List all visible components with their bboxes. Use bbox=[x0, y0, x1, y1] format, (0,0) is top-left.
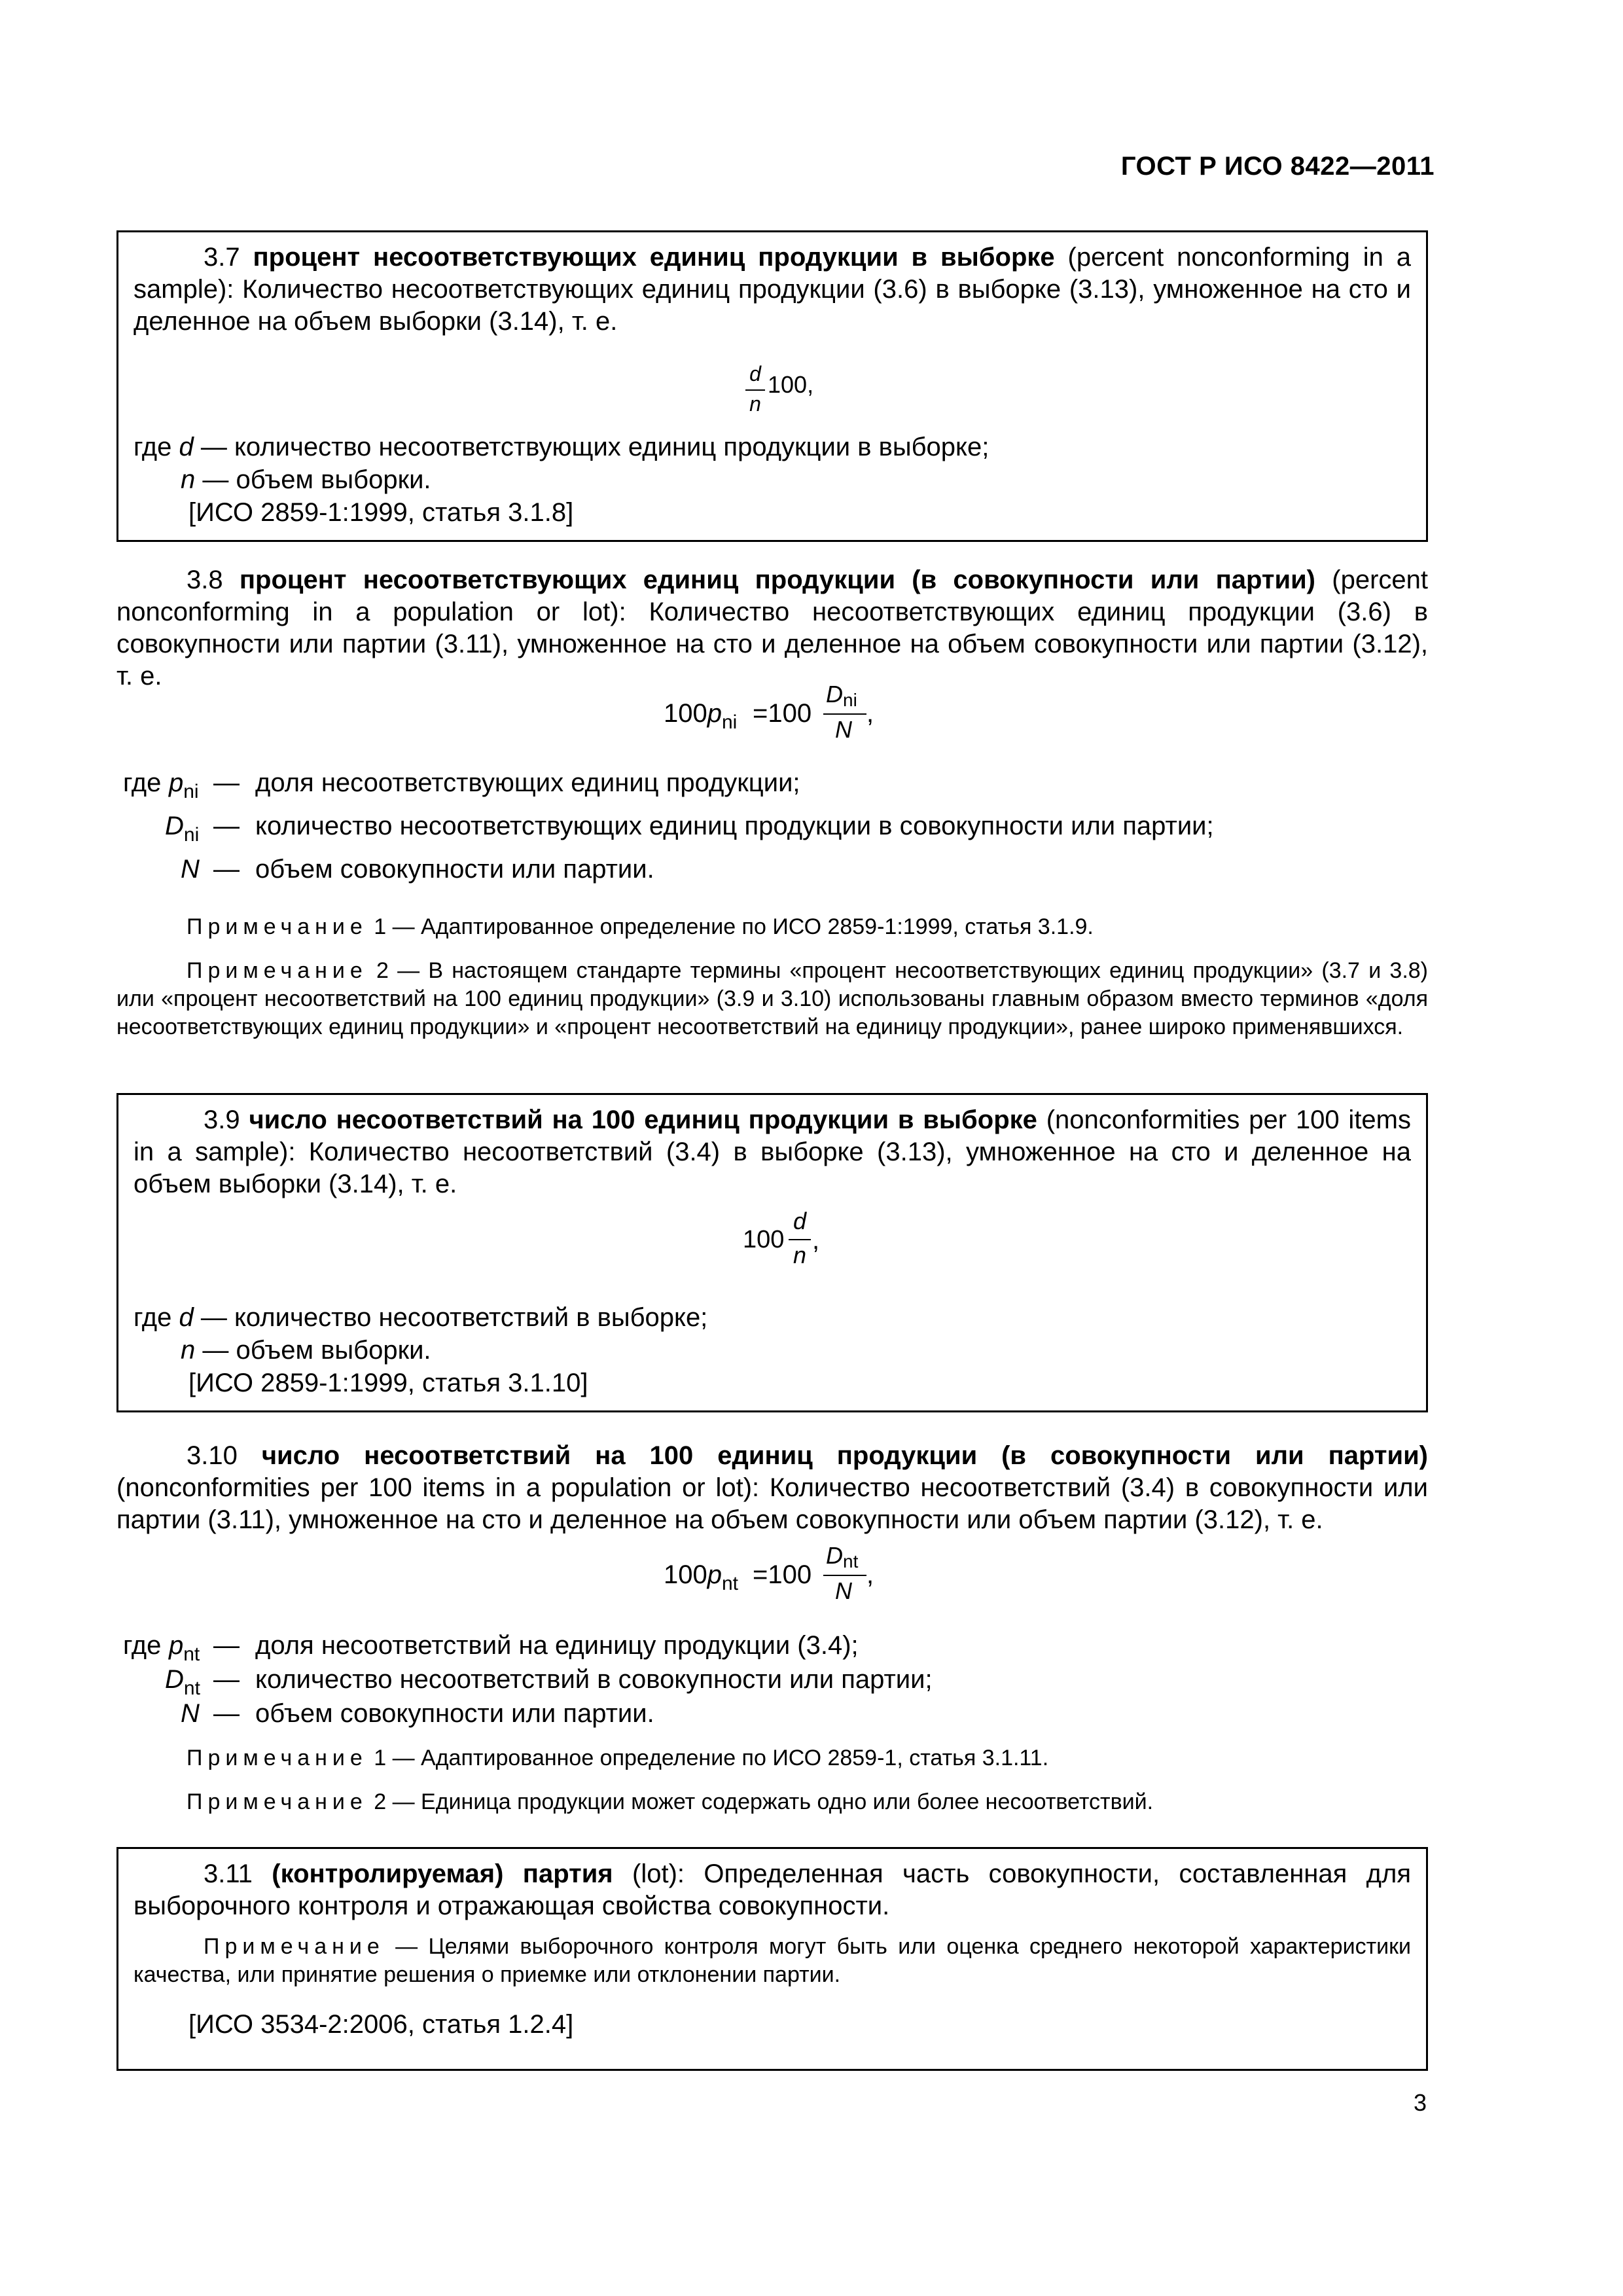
legend-where: где bbox=[123, 1631, 162, 1660]
page-number: 3 bbox=[1413, 2089, 1427, 2116]
legend-n: n — объем выборки. bbox=[181, 1336, 431, 1365]
standard-header: ГОСТ Р ИСО 8422—2011 bbox=[1120, 152, 1435, 181]
definition-3-7-text bbox=[134, 242, 1411, 338]
clause-number: 3.10 bbox=[187, 1441, 238, 1470]
definition-box-3-11 bbox=[116, 1847, 1428, 2071]
clause-number: 3.7 bbox=[204, 243, 240, 272]
legend-n: n — объем выборки. bbox=[181, 465, 431, 494]
source-reference: [ИСО 3534-2:2006, статья 1.2.4] bbox=[188, 2010, 574, 2039]
definition-3-11-text bbox=[134, 1858, 1411, 1922]
formula-tail: 100, bbox=[768, 371, 814, 398]
term: (контролируемая) партия bbox=[272, 1859, 613, 1888]
definition-3-8-text bbox=[116, 564, 1428, 692]
fraction-bar bbox=[745, 389, 765, 391]
note-3-8-1: Примечание 1 — Адаптированное определение по ИСО 2859-1:1999, статья 3.1.9. bbox=[187, 914, 1094, 939]
formula-numerator: d bbox=[793, 1208, 807, 1234]
note-3-10-2: Примечание 2 — Единица продукции может содержать одно или более несоответствий. bbox=[187, 1789, 1154, 1814]
document-page: ГОСТ Р ИСО 8422—2011 3.7 процент несоответствующих единиц продукции в выборке (percent nonconforming in a sample): Количество несоответствующих единиц продукции (3.6) в выборке (3.13), умноженное на сто и деленное на объем выборки (3.14), т. е. d n 100, где d — количество несоответствующих единиц продукции в выборке; n — объем выборки. [ИСО 2859-1:1999, статья 3.1.8] 3.8 процент несоответствующих единиц продукции (в совокупности или партии) (percent nonconforming in a population or lot): Количество несоответствующих единиц продукции (3.6) в совокупности или партии (3.11), умноженное на сто и деленное на объем совокупности или партии (3.12), т. е. $100p_{ni}$ =100 Dni N , где $p_{ni}$ — доля несоответствующих единиц продукции; $D_{ni}$ — количество несоответствующих единиц продукции в совокупности или партии; N — объем совокупности или партии. Примечание 1 — Адаптированное определение по ИСО 2859-1:1999, статья 3.1.9. Примечание 2 — В настоящем стандарте термины «процент несоответствующих единиц продукции» (3.7 и 3.8) или «процент несоответствий на 100 единиц продукции» (3.9 и 3.10) использованы главным образом вместо терминов «доля несоответствующих единиц продукции» и «процент несоответствий на единицу продукции», ранее широко применявшихся. 3.9 число несоответствий на 100 единиц продукции в выборке (nonconformities per 100 items in a sample): Количество несоответствий (3.4) в выборке (3.13), умноженное на сто и деленное на объем выборки (3.14), т. е. 100 d n , где d — количество несоответствий в выборке; n — объем выборки. [ИСО 2859-1:1999, статья 3.1.10] 3.10 число несоответствий на 100 единиц продукции (в совокупности или партии) (nonconformities per 100 items in a population or lot): Количество несоответствий (3.4) в совокупности или партии (3.11), умноженное на сто и деленное на объем совокупности или объем партии (3.12), т. е. $100p_{nt}$ =100 Dnt N , где $p_{nt}$ — доля несоответствий на единицу продукции (3.4); $D_{nt}$ — количество несоответствий в совокупности или партии; N — объем совокупности или партии. Примечание 1 — Адаптированное определение по ИСО 2859-1, статья 3.1.11. Примечание 2 — Единица продукции может содержать одно или более несоответствий. 3.11 (контролируемая) партия (lot): Определенная часть совокупности, составленная для выборочного контроля и отражающая свойства совокупности. Примечание — Целями выборочного контроля могут быть или оценка среднего некоторой характеристики качества, или принятие решения о приемке или отклонении партии. [ИСО 3534-2:2006, статья 1.2.4] 3 bbox=[116, 152, 1435, 2116]
formula-comma: , bbox=[812, 1226, 820, 1255]
note-3-8-2: Примечание 2 — В настоящем стандарте термины «процент несоответствующих единиц продукции» (3.7 и 3.8) или «процент несоответствий на 100 единиц продукции» (3.9 и 3.10) использованы главным образом вместо терминов «доля несоответствующих единиц продукции» и «процент несоответствий на единицу продукции», ранее широко применявшихся. bbox=[116, 958, 1428, 1039]
source-reference: [ИСО 2859-1:1999, статья 3.1.10] bbox=[188, 1369, 588, 1397]
formula-head: 100 bbox=[743, 1226, 785, 1253]
note-3-10-1: Примечание 1 — Адаптированное определение по ИСО 2859-1, статья 3.1.11. bbox=[187, 1746, 1049, 1770]
definition-3-10-text bbox=[116, 1440, 1428, 1536]
definition-3-9-text bbox=[134, 1104, 1411, 1200]
source-reference: [ИСО 2859-1:1999, статья 3.1.8] bbox=[188, 498, 574, 527]
definition-body: (nonconformities per 100 items in a sample): Количество несоответствий (3.4) в выборке (3.13), умноженное на сто и деленное на объем выборки (3.14), т. е. bbox=[134, 1105, 1411, 1198]
legend-d: где d — количество несоответствий в выборке; bbox=[134, 1303, 708, 1332]
formula-denominator: n bbox=[749, 392, 761, 416]
formula-denominator: n bbox=[793, 1242, 807, 1268]
definition-box-3-9 bbox=[116, 1093, 1428, 1412]
term: процент несоответствующих единиц продукции в выборке bbox=[253, 243, 1055, 272]
legend-where: где bbox=[123, 768, 162, 797]
definition-body: (nonconformities per 100 items in a population or lot): Количество несоответствий (3.4) в совокупности или партии (3.11), умноженное на сто и деленное на объем совокупности или объем партии (3.12), т. е. bbox=[116, 1473, 1428, 1534]
term: процент несоответствующих единиц продукции (в совокупности или партии) bbox=[239, 565, 1315, 594]
definition-body: (percent nonconforming in a population or lot): Количество несоответствующих единиц продукции (3.6) в совокупности или партии (3.11), умноженное на сто и деленное на объем совокупности или партии (3.12), т. е. bbox=[116, 565, 1428, 691]
clause-number: 3.9 bbox=[204, 1105, 240, 1134]
term: число несоответствий на 100 единиц продукции (в совокупности или партии) bbox=[261, 1441, 1428, 1470]
definition-body: (percent nonconforming in a sample): Количество несоответствующих единиц продукции (3.6) в выборке (3.13), умноженное на сто и деленное на объем выборки (3.14), т. е. bbox=[134, 243, 1411, 336]
note-3-11: Примечание — Целями выборочного контроля могут быть или оценка среднего некоторой характеристики качества, или принятие решения о приемке или отклонении партии. bbox=[134, 1934, 1411, 1987]
fraction-bar bbox=[789, 1239, 811, 1240]
definition-box-3-7 bbox=[116, 230, 1428, 542]
legend-d: где d — количество несоответствующих единиц продукции в выборке; bbox=[134, 433, 990, 461]
definition-body: (lot): Определенная часть совокупности, составленная для выборочного контроля и отражающая свойства совокупности. bbox=[134, 1859, 1412, 1920]
formula-numerator: d bbox=[749, 362, 761, 386]
clause-number: 3.8 bbox=[187, 565, 223, 594]
clause-number: 3.11 bbox=[204, 1859, 253, 1888]
term: число несоответствий на 100 единиц продукции в выборке bbox=[249, 1105, 1037, 1134]
